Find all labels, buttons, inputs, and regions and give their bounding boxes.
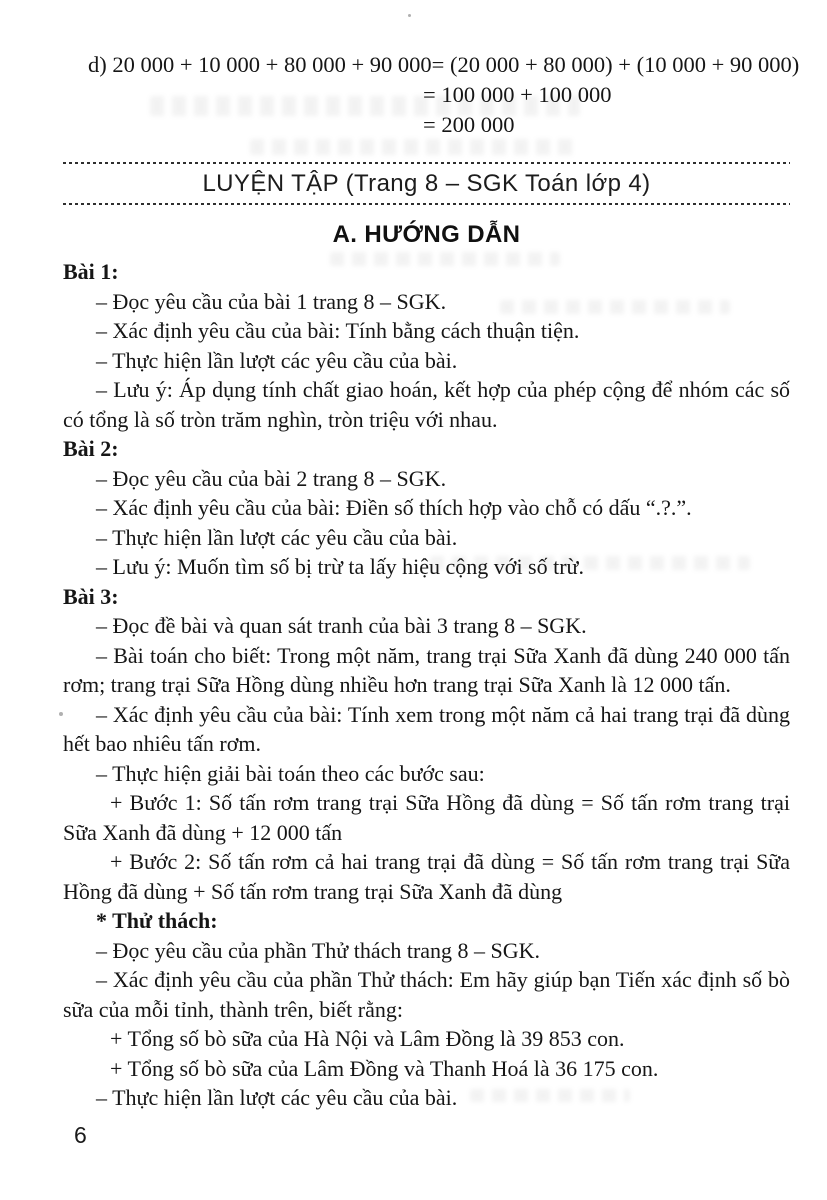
guide-paragraph: – Thực hiện lần lượt các yêu cầu của bài. <box>96 524 458 550</box>
guide-paragraph: – Đọc yêu cầu của phần Thử thách trang 8 – SGK. <box>96 937 541 963</box>
guide-paragraph: + Tổng số bò sữa của Hà Nội và Lâm Đồng là 39 853 con. <box>110 1026 625 1051</box>
guide-paragraph: – Bài toán cho biết: Trong một năm, trang trại Sữa Xanh đã dùng 240 000 tấn rơm; trang trại Sữa Hồng dùng nhiều hơn trang trại Sữa Xanh là 12 000 tấn. <box>63 642 790 697</box>
guide-paragraph: – Đọc đề bài và quan sát tranh của bài 3 trang 8 – SGK. <box>96 613 587 638</box>
guide-paragraph: – Xác định yêu cầu của bài: Điền số thích hợp vào chỗ có dấu “.?.”. <box>96 495 692 520</box>
guide-paragraph: + Bước 1: Số tấn rơm trang trại Sữa Hồng đã dùng = Số tấn rơm trang trại Sữa Xanh đã dùng + 12 000 tấn <box>63 790 790 845</box>
guide-paragraph: + Bước 2: Số tấn rơm cả hai trang trại đã dùng = Số tấn rơm trang trại Sữa Hồng đã dùng + Số tấn rơm trang trại Sữa Xanh đã dùng <box>63 849 790 904</box>
exercise-heading: Bài 3: <box>63 583 119 609</box>
guide-paragraph: – Thực hiện lần lượt các yêu cầu của bài. <box>96 1085 458 1110</box>
lesson-header <box>63 162 790 205</box>
guide-content <box>63 257 790 1113</box>
lesson-title: LUYỆN TẬP (Trang 8 – SGK Toán lớp 4) <box>202 170 651 197</box>
guide-paragraph: – Xác định yêu cầu của phần Thử thách: Em hãy giúp bạn Tiến xác định số bò sữa của mỗi tỉnh, thành trên, biết rằng: <box>63 967 790 1022</box>
guide-paragraph: – Lưu ý: Áp dụng tính chất giao hoán, kết hợp của phép cộng để nhóm các số có tổng là số tròn trăm nghìn, tròn triệu với nhau. <box>63 377 790 432</box>
guide-paragraph: – Thực hiện giải bài toán theo các bước sau: <box>96 760 485 786</box>
page-number: 6 <box>74 1122 87 1148</box>
section-a-heading: A. HƯỚNG DẪN <box>332 221 521 248</box>
equation-line: = 200 000 <box>423 112 515 137</box>
guide-paragraph: – Lưu ý: Muốn tìm số bị trừ ta lấy hiệu cộng với số trừ. <box>96 554 584 579</box>
exercise-heading: Bài 1: <box>63 259 119 284</box>
guide-paragraph: – Thực hiện lần lượt các yêu cầu của bài. <box>96 347 458 373</box>
guide-paragraph: + Tổng số bò sữa của Lâm Đồng và Thanh Hoá là 36 175 con. <box>110 1055 659 1081</box>
challenge-heading: * Thử thách: <box>96 908 218 933</box>
guide-paragraph: – Đọc yêu cầu của bài 2 trang 8 – SGK. <box>96 465 447 491</box>
equation-line: = 100 000 + 100 000 <box>423 82 612 107</box>
guide-paragraph: – Xác định yêu cầu của bài: Tính xem trong một năm cả hai trang trại đã dùng hết bao nhiêu tấn rơm. <box>63 701 790 756</box>
dashed-rule-bottom <box>63 203 790 205</box>
exercise-heading: Bài 2: <box>63 436 119 461</box>
equation-line: d) 20 000 + 10 000 + 80 000 + 90 000= (20 000 + 80 000) + (10 000 + 90 000) <box>88 52 800 77</box>
guide-paragraph: – Đọc yêu cầu của bài 1 trang 8 – SGK. <box>96 288 447 314</box>
worked-example-equations <box>63 50 800 140</box>
guide-paragraph: – Xác định yêu cầu của bài: Tính bằng cách thuận tiện. <box>96 318 580 343</box>
scan-speck <box>408 14 411 17</box>
